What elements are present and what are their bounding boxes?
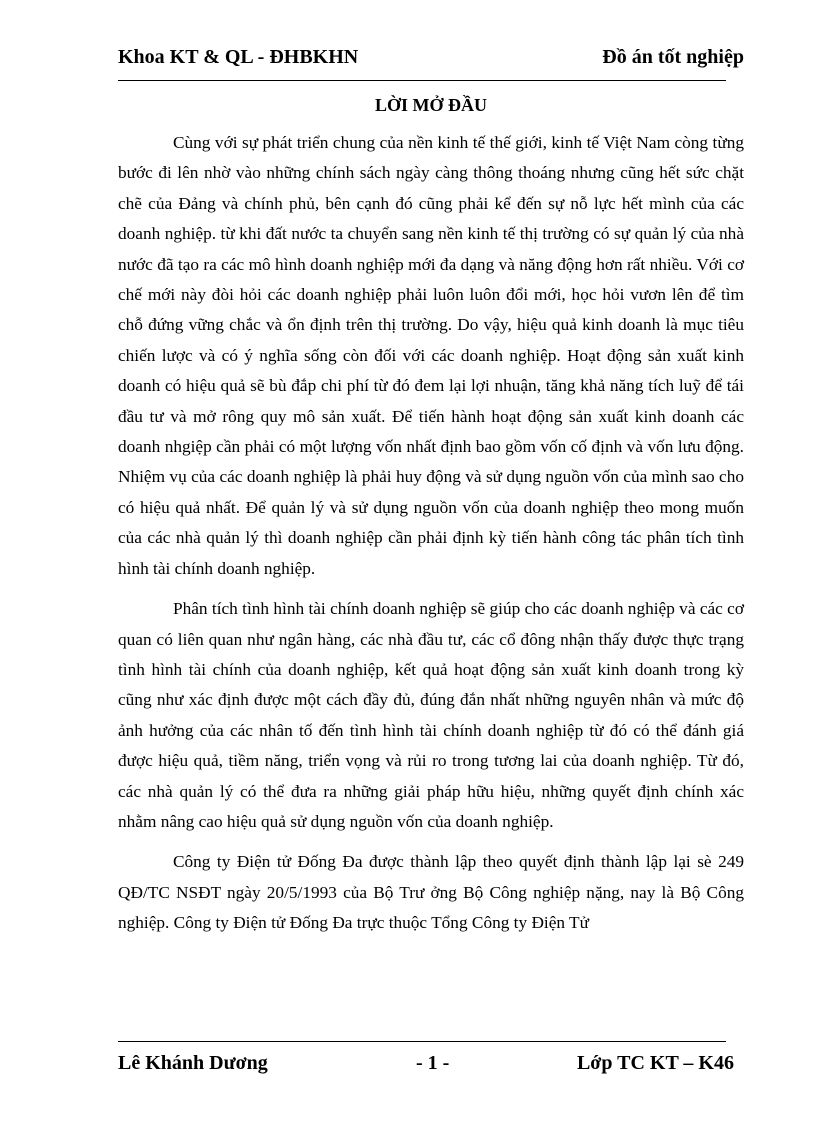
page-header — [118, 46, 744, 69]
header-divider — [118, 80, 726, 81]
paragraph-2: Phân tích tình hình tài chính doanh nghiệp sẽ giúp cho các doanh nghiệp và các cơ quan có liên quan như ngân hàng, các nhà đầu tư, các cổ đông nhận thấy được thực trạng tình hình tài chính của doanh nghiệp, kết quả hoạt động sản xuất kinh doanh trong kỳ cũng như xác định được một cách đầy đủ, đúng đắn nhất những nguyên nhân và mức độ ảnh hưởng của các nhân tố đến tình hình tài chính doanh nghiệp từ đó có thể đánh giá được hiệu quả, tiềm năng, triển vọng và rủi ro trong tương lai của doanh nghiệp. Từ đó, các nhà quản lý có thể đưa ra những giải pháp hữu hiệu, những quyết định chính xác nhằm nâng cao hiệu quả sử dụng nguồn vốn của doanh nghiệp. — [118, 599, 744, 831]
page-number: - 1 - — [416, 1052, 450, 1074]
paragraph-1: Cùng với sự phát triển chung của nền kinh tế thế giới, kinh tế Việt Nam còng từng bước đi lên nhờ vào những chính sách ngày càng thông thoáng nhưng cũng hết sức chặt chẽ của Đảng và chính phủ, bên cạnh đó cũng phải kể đến sự nỗ lực hết mình của các doanh nghiệp. từ khi đất nước ta chuyển sang nền kinh tế thị trường có sự quản lý của nhà nước đã tạo ra các mô hình doanh nghiệp mới đa dạng và năng động hơn rất nhiều. Với cơ chế mới này đòi hỏi các doanh nghiệp phải luôn luôn đổi mới, học hỏi vươn lên để tìm chỗ đứng vững chắc và ổn định trên thị trường. Do vậy, hiệu quả kinh doanh là mục tiêu chiến lược và có ý nghĩa sống còn đối với các doanh nghiệp. Hoạt động sản xuất kinh doanh có hiệu quả sẽ bù đắp chi phí từ đó đem lại lợi nhuận, tăng khả năng tích luỹ để tái đầu tư và mở rông quy mô sản xuất. Để tiến hành hoạt động sản xuất kinh doanh các doanh nhgiệp cần phải có một lượng vốn nhất định bao gồm vốn cố định và vốn lưu động. Nhiệm vụ của các doanh nghiệp là phải huy động và sử dụng nguồn vốn của mình sao cho có hiệu quả nhất. Để quản lý và sử dụng nguồn vốn của doanh nghiệp theo mong muốn của các nhà quản lý thì doanh nghiệp cần phải định kỳ tiến hành công tác phân tích tình hình tài chính doanh nghiệp. — [118, 133, 744, 578]
footer-author: Lê Khánh Dương — [118, 1052, 268, 1074]
paragraph-3: Công ty Điện tử Đống Đa được thành lập theo quyết định thành lập lại sè 249 QĐ/TC NSĐT ngày 20/5/1993 của Bộ Trư ởng Bộ Công nghiệp nặng, nay là Bộ Công nghiệp. Công ty Điện tử Đống Đa trực thuộc Tổng Công ty Điện Tử — [118, 852, 744, 933]
footer-divider — [118, 1041, 726, 1042]
page-title: LỜI MỞ ĐẦU — [375, 95, 487, 115]
header-faculty: Khoa KT & QL - ĐHBKHN — [118, 46, 359, 68]
footer-class: Lớp TC KT – K46 — [576, 1052, 734, 1074]
header-doc-type: Đồ án tốt nghiệp — [602, 46, 744, 68]
body-text — [118, 128, 744, 949]
